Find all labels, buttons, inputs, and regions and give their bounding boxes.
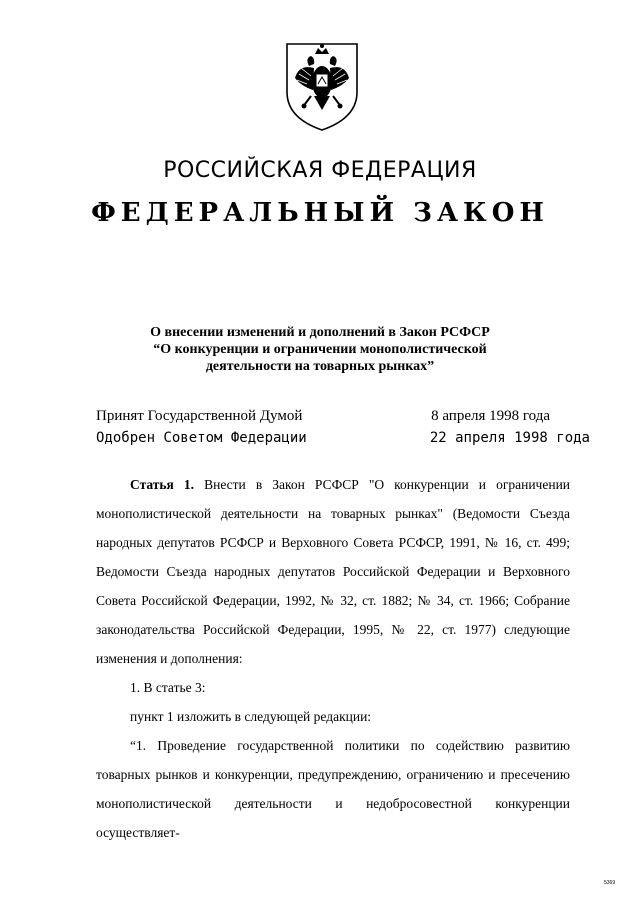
country-name: РОССИЙСКАЯ ФЕДЕРАЦИЯ xyxy=(163,158,477,183)
law-body xyxy=(96,470,570,847)
adoption-duma-row xyxy=(96,408,590,425)
law-title-line: деятельности на товарных рынках” xyxy=(205,359,435,374)
article-item: 1. В статье 3: xyxy=(130,680,206,695)
law-type: ФЕДЕРАЛЬНЫЙ ЗАКОН xyxy=(91,198,549,228)
article-label: Статья 1. xyxy=(130,477,195,492)
approved-label: Одобрен Советом Федерации xyxy=(96,430,307,446)
law-title xyxy=(100,324,540,375)
adopted-label: Принят Государственной Думой xyxy=(96,408,303,424)
page-number: 5369 xyxy=(604,880,616,886)
law-title-line: О внесении изменений и дополнений в Закон РСФСР xyxy=(150,325,490,340)
approval-council-row xyxy=(96,430,590,446)
article-quote: “1. Проведение государственной политики по содействию развитию товарных рынков и конкуренции, предупреждению, ограничению и пресечению монополистической деятельности и недобросовестной конкуренции осуществляет- xyxy=(96,738,570,840)
law-title-line: “О конкуренции и ограничении монополистической xyxy=(153,342,487,357)
article-subitem: пункт 1 изложить в следующей редакции: xyxy=(130,709,372,724)
approved-date: 22 апреля 1998 года xyxy=(429,430,590,446)
article-paragraph xyxy=(96,470,570,673)
article-text: Внести в Закон РСФСР "О конкуренции и ограничении монополистической деятельности на товарных рынках" (Ведомости Съезда народных депутатов РСФСР и Верховного Совета РСФСР, 1991, № 16, ст. 499; Ведомости Съезда народных депутатов Российской Федерации и Верховного Совета Российской Федерации, 1992, № 32, ст. 1882; № 34, ст. 1966; Собрание законодательства Российской Федерации, 1995, № 22, ст. 1977) следующие изменения и дополнения: xyxy=(96,477,571,666)
russian-coat-of-arms-icon xyxy=(281,40,363,134)
adopted-date: 8 апреля 1998 года xyxy=(431,408,550,424)
